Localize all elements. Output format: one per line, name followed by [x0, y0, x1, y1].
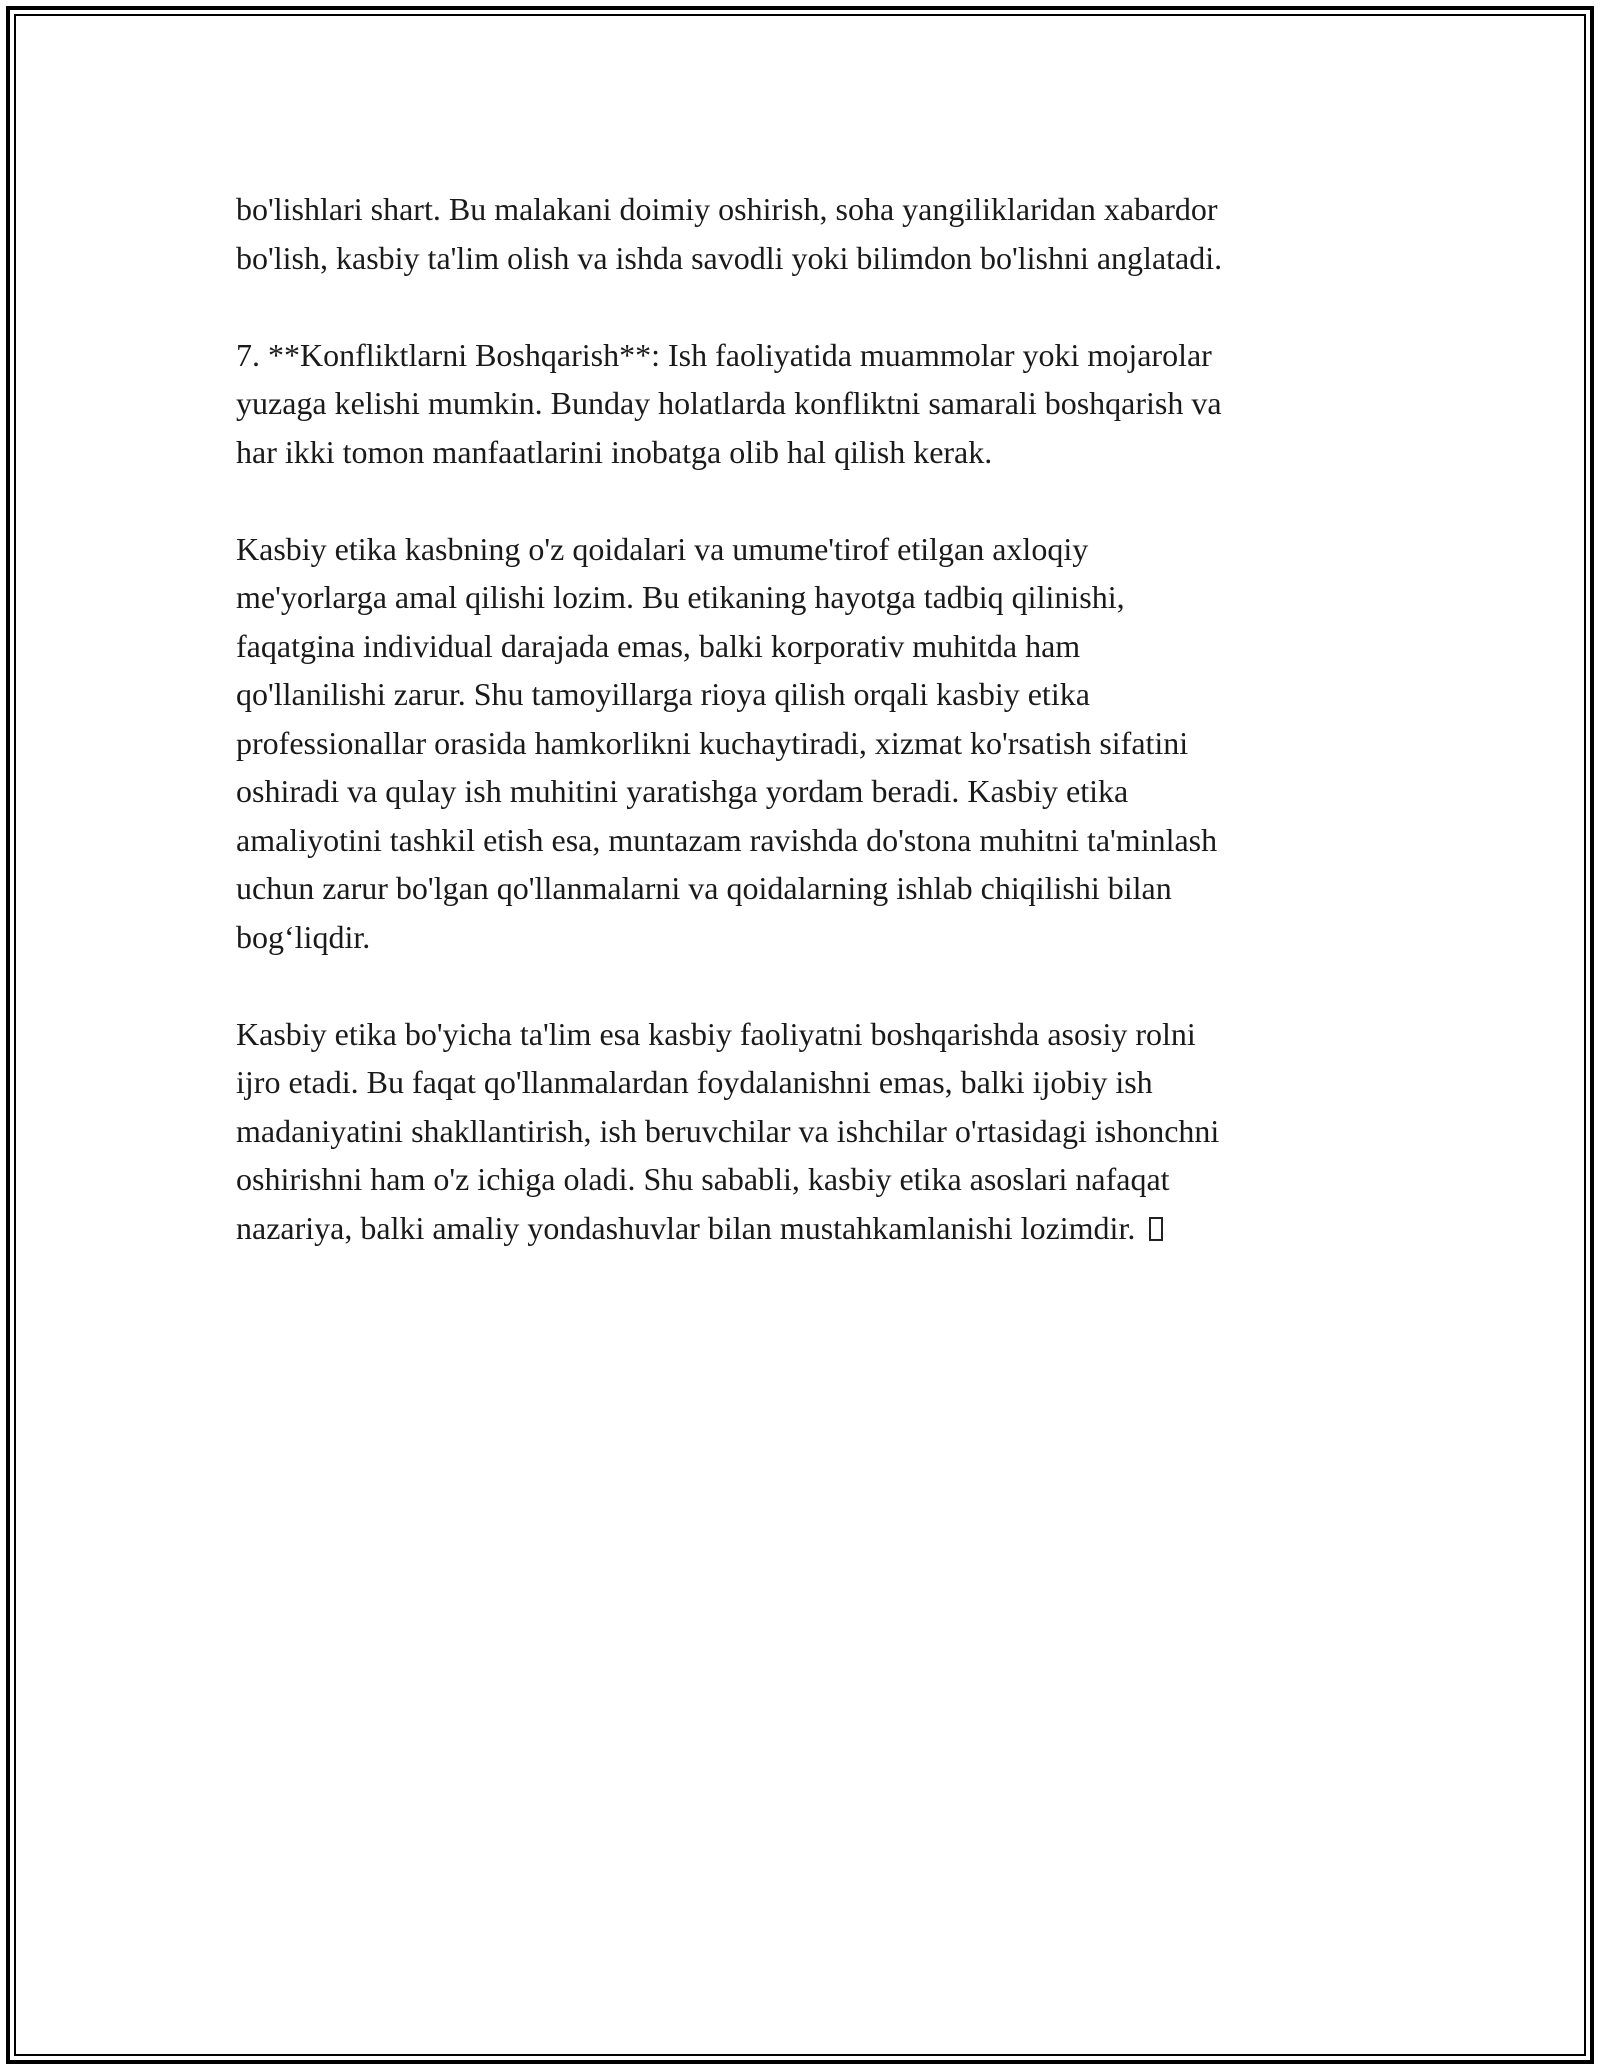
- text-line: bo'lish, kasbiy ta'lim olish va ishda savodli yoki bilimdon bo'lishni anglatadi.: [236, 239, 1223, 276]
- text-line: oshiradi va qulay ish muhitini yaratishga yordam beradi. Kasbiy etika: [236, 773, 1129, 809]
- text-line: qo'llanilishi zarur. Shu tamoyillarga rioya qilish orqali kasbiy etika: [236, 676, 1090, 712]
- paragraph-ethics-education: [236, 1010, 1376, 1253]
- text-line-content: nazariya, balki amaliy yondashuvlar bilan mustahkamlanishi lozimdir.: [236, 1209, 1136, 1246]
- text-line: Kasbiy etika bo'yicha ta'lim esa kasbiy faoliyatni boshqarishda asosiy rolni: [236, 1015, 1196, 1052]
- text-line: amaliyotini tashkil etish esa, muntazam ravishda do'stona muhitni ta'minlash: [236, 821, 1218, 858]
- missing-glyph-icon: [1149, 1217, 1163, 1241]
- paragraph-professional-growth: [236, 185, 1376, 282]
- text-line: har ikki tomon manfaatlarini inobatga olib hal qilish kerak.: [236, 433, 993, 470]
- text-line: bo'lishlari shart. Bu malakani doimiy oshirish, soha yangiliklaridan xabardor: [236, 191, 1218, 227]
- document-body: [236, 185, 1376, 1301]
- text-line-last: [236, 1204, 1376, 1253]
- text-line: uchun zarur bo'lgan qo'llanmalarni va qoidalarning ishlab chiqilishi bilan: [236, 870, 1172, 906]
- paragraph-conflict-management: [236, 331, 1376, 477]
- text-line: ijro etadi. Bu faqat qo'llanmalardan foydalanishni emas, balki ijobiy ish: [236, 1064, 1153, 1100]
- text-line: yuzaga kelishi mumkin. Bunday holatlarda konfliktni samarali boshqarish va: [236, 385, 1222, 421]
- text-line: professionallar orasida hamkorlikni kuchaytiradi, xizmat ko'rsatish sifatini: [236, 724, 1189, 761]
- text-line: bog‘liqdir.: [236, 918, 371, 955]
- text-line: madaniyatini shakllantirish, ish beruvchilar va ishchilar o'rtasidagi ishonchni: [236, 1112, 1220, 1149]
- text-line: oshirishni ham o'z ichiga oladi. Shu sababli, kasbiy etika asoslari nafaqat: [236, 1161, 1170, 1197]
- paragraph-professional-ethics: [236, 525, 1376, 962]
- text-line: me'yorlarga amal qilishi lozim. Bu etikaning hayotga tadbiq qilinishi,: [236, 579, 1125, 615]
- text-line: 7. **Konfliktlarni Boshqarish**: Ish faoliyatida muammolar yoki mojarolar: [236, 336, 1212, 373]
- text-line: Kasbiy etika kasbning o'z qoidalari va umume'tirof etilgan axloqiy: [236, 530, 1089, 567]
- text-line: faqatgina individual darajada emas, balki korporativ muhitda ham: [236, 627, 1081, 664]
